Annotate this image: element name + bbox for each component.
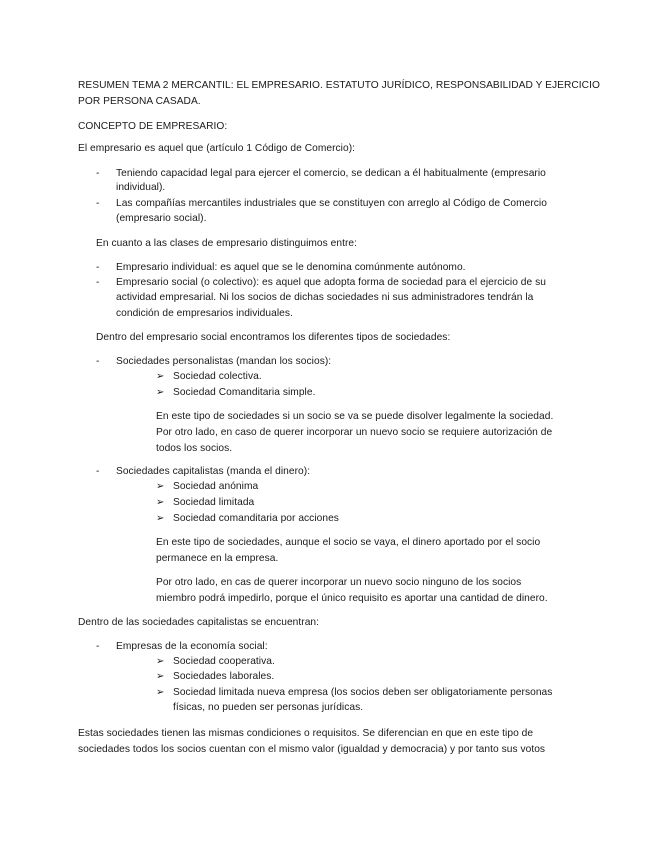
capitalistas-note2-line-1: Por otro lado, en cas de querer incorporar un nuevo socio ninguno de los socios <box>156 577 522 588</box>
concepto-item-1-line-2: individual). <box>116 182 166 193</box>
economia-social-label: Empresas de la economía social: <box>116 641 268 652</box>
section-heading-concepto: CONCEPTO DE EMPRESARIO: <box>78 121 228 132</box>
arrow-bullet-icon: ➢ <box>156 671 165 682</box>
capitalistas-sub-2: Sociedad limitada <box>173 497 255 508</box>
concepto-item-2-line-2: (empresario social). <box>116 213 207 224</box>
social-intro: Dentro del empresario social encontramos los diferentes tipos de sociedades: <box>96 332 451 343</box>
clases-item-2-line-3: condición de empresarios individuales. <box>116 308 293 319</box>
bullet-dash: - <box>96 277 100 288</box>
closing-line-2: sociedades todos los socios cuentan con el mismo valor (igualdad y democracia) y por tanto sus votos <box>78 744 546 755</box>
capitalistas-note1-line-2: permanece en la empresa. <box>156 553 279 564</box>
bullet-dash: - <box>96 466 100 477</box>
document-title-line-2: POR PERSONA CASADA. <box>78 96 201 107</box>
arrow-bullet-icon: ➢ <box>156 481 165 492</box>
arrow-bullet-icon: ➢ <box>156 656 165 667</box>
capitalistas-intro: Dentro de las sociedades capitalistas se encuentran: <box>78 617 320 628</box>
capitalistas-label: Sociedades capitalistas (manda el dinero): <box>116 466 311 477</box>
personalistas-note-line-3: todos los socios. <box>156 443 233 454</box>
concepto-item-1-line-1: Teniendo capacidad legal para ejercer el comercio, se dedican a él habitualmente (empresario <box>116 168 546 179</box>
capitalistas-note2-line-2: miembro podrá impedirlo, porque el único requisito es aportar una cantidad de dinero. <box>156 593 548 604</box>
capitalistas-sub-3: Sociedad comanditaria por acciones <box>173 513 339 524</box>
economia-social-sub-3-line-2: físicas, no pueden ser personas jurídicas. <box>173 702 364 713</box>
concepto-item-2-line-1: Las compañías mercantiles industriales que se constituyen con arreglo al Código de Comercio <box>116 198 547 209</box>
clases-intro: En cuanto a las clases de empresario distinguimos entre: <box>96 238 358 249</box>
personalistas-sub-2: Sociedad Comanditaria simple. <box>173 387 316 398</box>
economia-social-sub-3-line-1: Sociedad limitada nueva empresa (los socios deben ser obligatoriamente personas <box>173 687 553 698</box>
document-title-line-1: RESUMEN TEMA 2 MERCANTIL: EL EMPRESARIO. ESTATUTO JURÍDICO, RESPONSABILIDAD Y EJERCICIO <box>78 80 600 91</box>
arrow-bullet-icon: ➢ <box>156 387 165 398</box>
personalistas-sub-1: Sociedad colectiva. <box>173 371 262 382</box>
intro-paragraph: El empresario es aquel que (artículo 1 Código de Comercio): <box>78 143 356 154</box>
economia-social-sub-1: Sociedad cooperativa. <box>173 656 275 667</box>
economia-social-sub-2: Sociedades laborales. <box>173 671 275 682</box>
personalistas-label: Sociedades personalistas (mandan los socios): <box>116 356 332 367</box>
bullet-dash: - <box>96 168 100 179</box>
closing-line-1: Estas sociedades tienen las mismas condiciones o requisitos. Se diferencian en que en este tipo de <box>78 728 534 739</box>
arrow-bullet-icon: ➢ <box>156 687 165 698</box>
bullet-dash: - <box>96 641 100 652</box>
bullet-dash: - <box>96 356 100 367</box>
capitalistas-sub-1: Sociedad anónima <box>173 481 259 492</box>
arrow-bullet-icon: ➢ <box>156 371 165 382</box>
bullet-dash: - <box>96 262 100 273</box>
arrow-bullet-icon: ➢ <box>156 497 165 508</box>
bullet-dash: - <box>96 198 100 209</box>
clases-item-2-line-1: Empresario social (o colectivo): es aquel que adopta forma de sociedad para el ejercicio de su <box>116 277 546 288</box>
personalistas-note-line-1: En este tipo de sociedades si un socio se va se puede disolver legalmente la sociedad. <box>156 411 554 422</box>
personalistas-note-line-2: Por otro lado, en caso de querer incorporar un nuevo socio se requiere autorización de <box>156 427 553 438</box>
clases-item-2-line-2: actividad empresarial. Ni los socios de dichas sociedades ni sus administradores tendrán la <box>116 292 534 303</box>
capitalistas-note1-line-1: En este tipo de sociedades, aunque el socio se vaya, el dinero aportado por el socio <box>156 537 541 548</box>
arrow-bullet-icon: ➢ <box>156 513 165 524</box>
clases-item-1: Empresario individual: es aquel que se le denomina comúnmente autónomo. <box>116 262 466 273</box>
